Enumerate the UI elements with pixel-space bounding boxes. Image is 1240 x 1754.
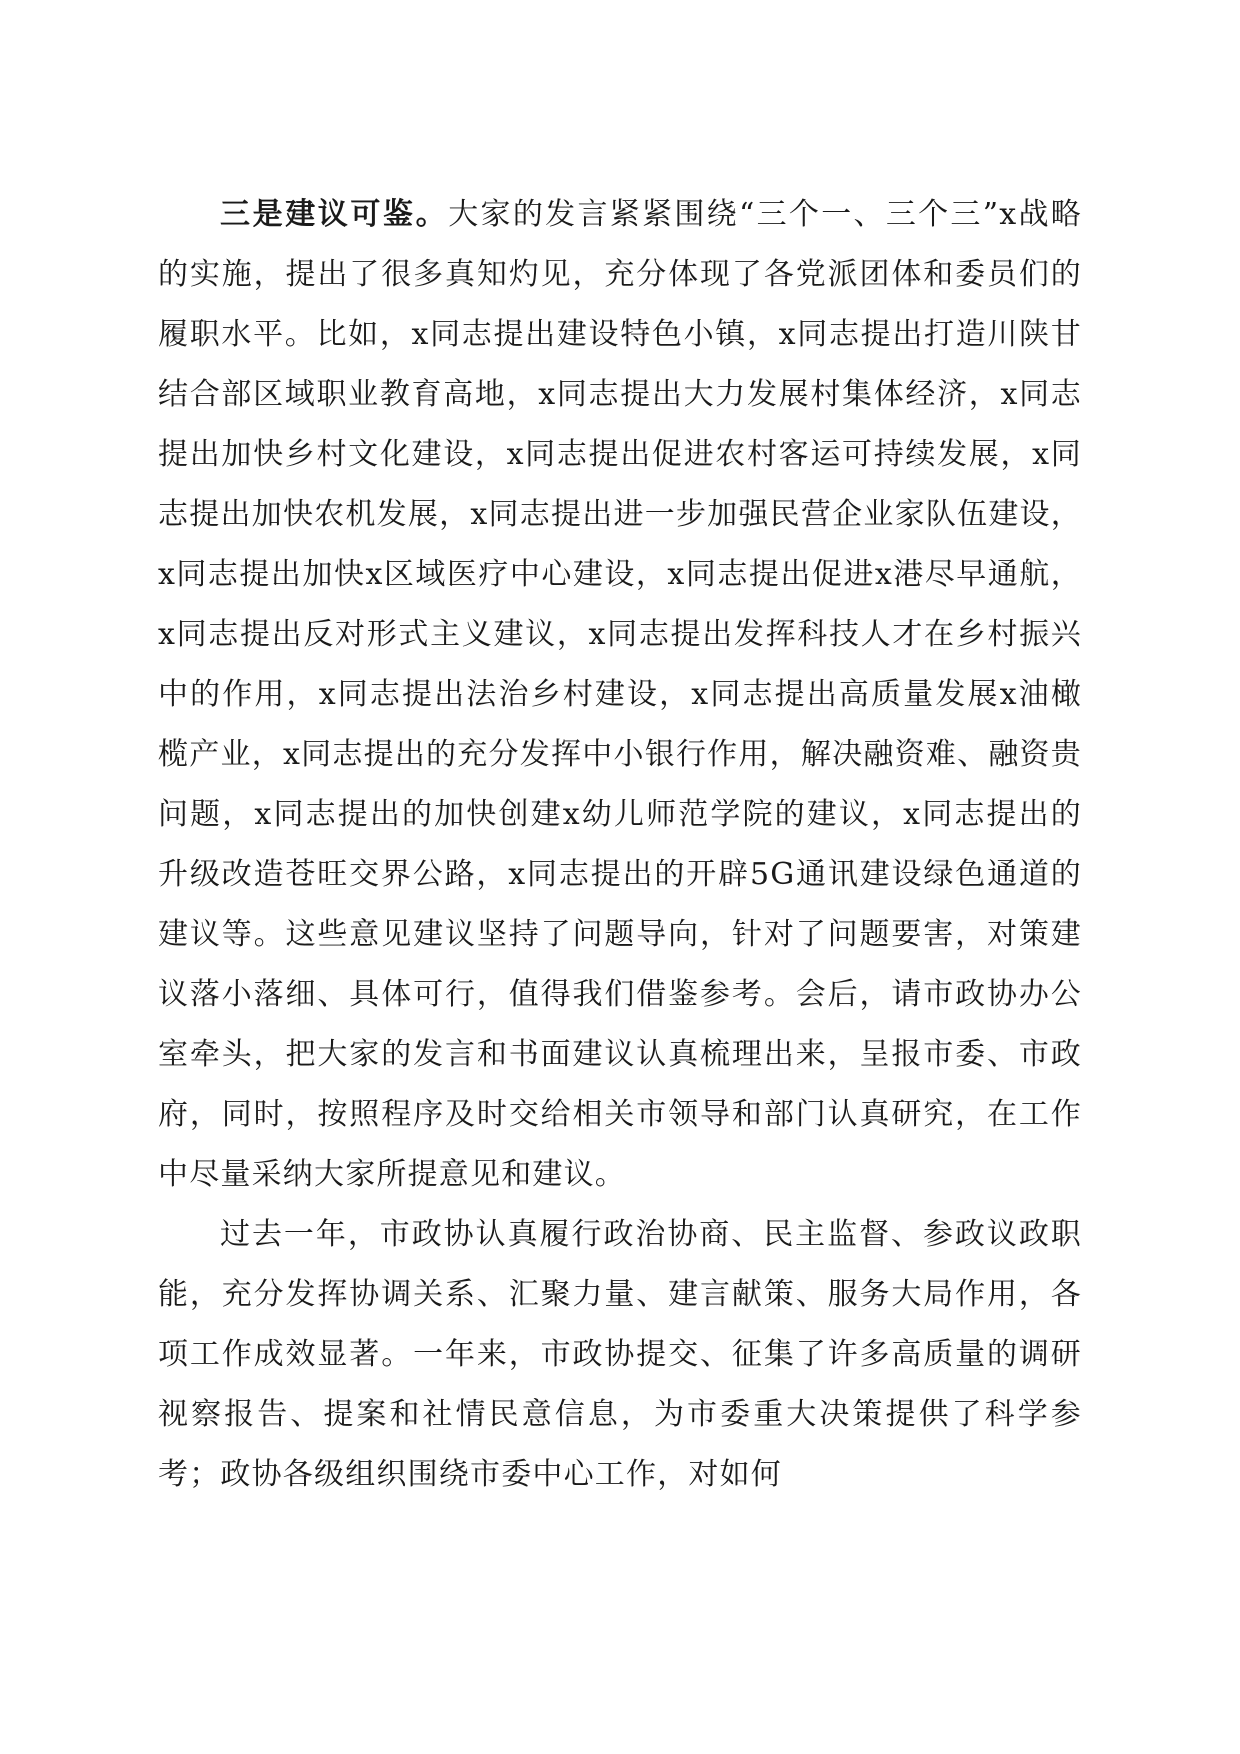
body-text: [158, 185, 1082, 1505]
paragraph-body-text: 过去一年，市政协认真履行政治协商、民主监督、参政议政职能，充分发挥协调关系、汇聚力量、建言献策、服务大局作用，各项工作成效显著。一年来，市政协提交、征集了许多高质量的调研视察报告、提案和社情民意信息，为市委重大决策提供了科学参考；政协各级组织围绕市委中心工作，对如何: [158, 1217, 1082, 1492]
paragraph-past-year: [158, 1205, 1082, 1505]
paragraph-suggestions: [158, 185, 1082, 1205]
paragraph-body-text: 大家的发言紧紧围绕“三个一、三个三”x战略的实施，提出了很多真知灼见，充分体现了各党派团体和委员们的履职水平。比如，x同志提出建设特色小镇，x同志提出打造川陕甘结合部区域职业教育高地，x同志提出大力发展村集体经济，x同志提出加快乡村文化建设，x同志提出促进农村客运可持续发展，x同志提出加快农机发展，x同志提出进一步加强民营企业家队伍建设，x同志提出加快x区域医疗中心建设，x同志提出促进x港尽早通航，x同志提出反对形式主义建议，x同志提出发挥科技人才在乡村振兴中的作用，x同志提出法治乡村建设，x同志提出高质量发展x油橄榄产业，x同志提出的充分发挥中小银行作用，解决融资难、融资贵问题，x同志提出的加快创建x幼儿师范学院的建议，x同志提出的升级改造苍旺交界公路，x同志提出的开辟5G通讯建设绿色通道的建议等。这些意见建议坚持了问题导向，针对了问题要害，对策建议落小落细、具体可行，值得我们借鉴参考。会后，请市政协办公室牵头，把大家的发言和书面建议认真梳理出来，呈报市委、市政府，同时，按照程序及时交给相关市领导和部门认真研究，在工作中尽量采纳大家所提意见和建议。: [158, 197, 1083, 1192]
paragraph-lead-heading: 三是建议可鉴。: [220, 197, 449, 232]
